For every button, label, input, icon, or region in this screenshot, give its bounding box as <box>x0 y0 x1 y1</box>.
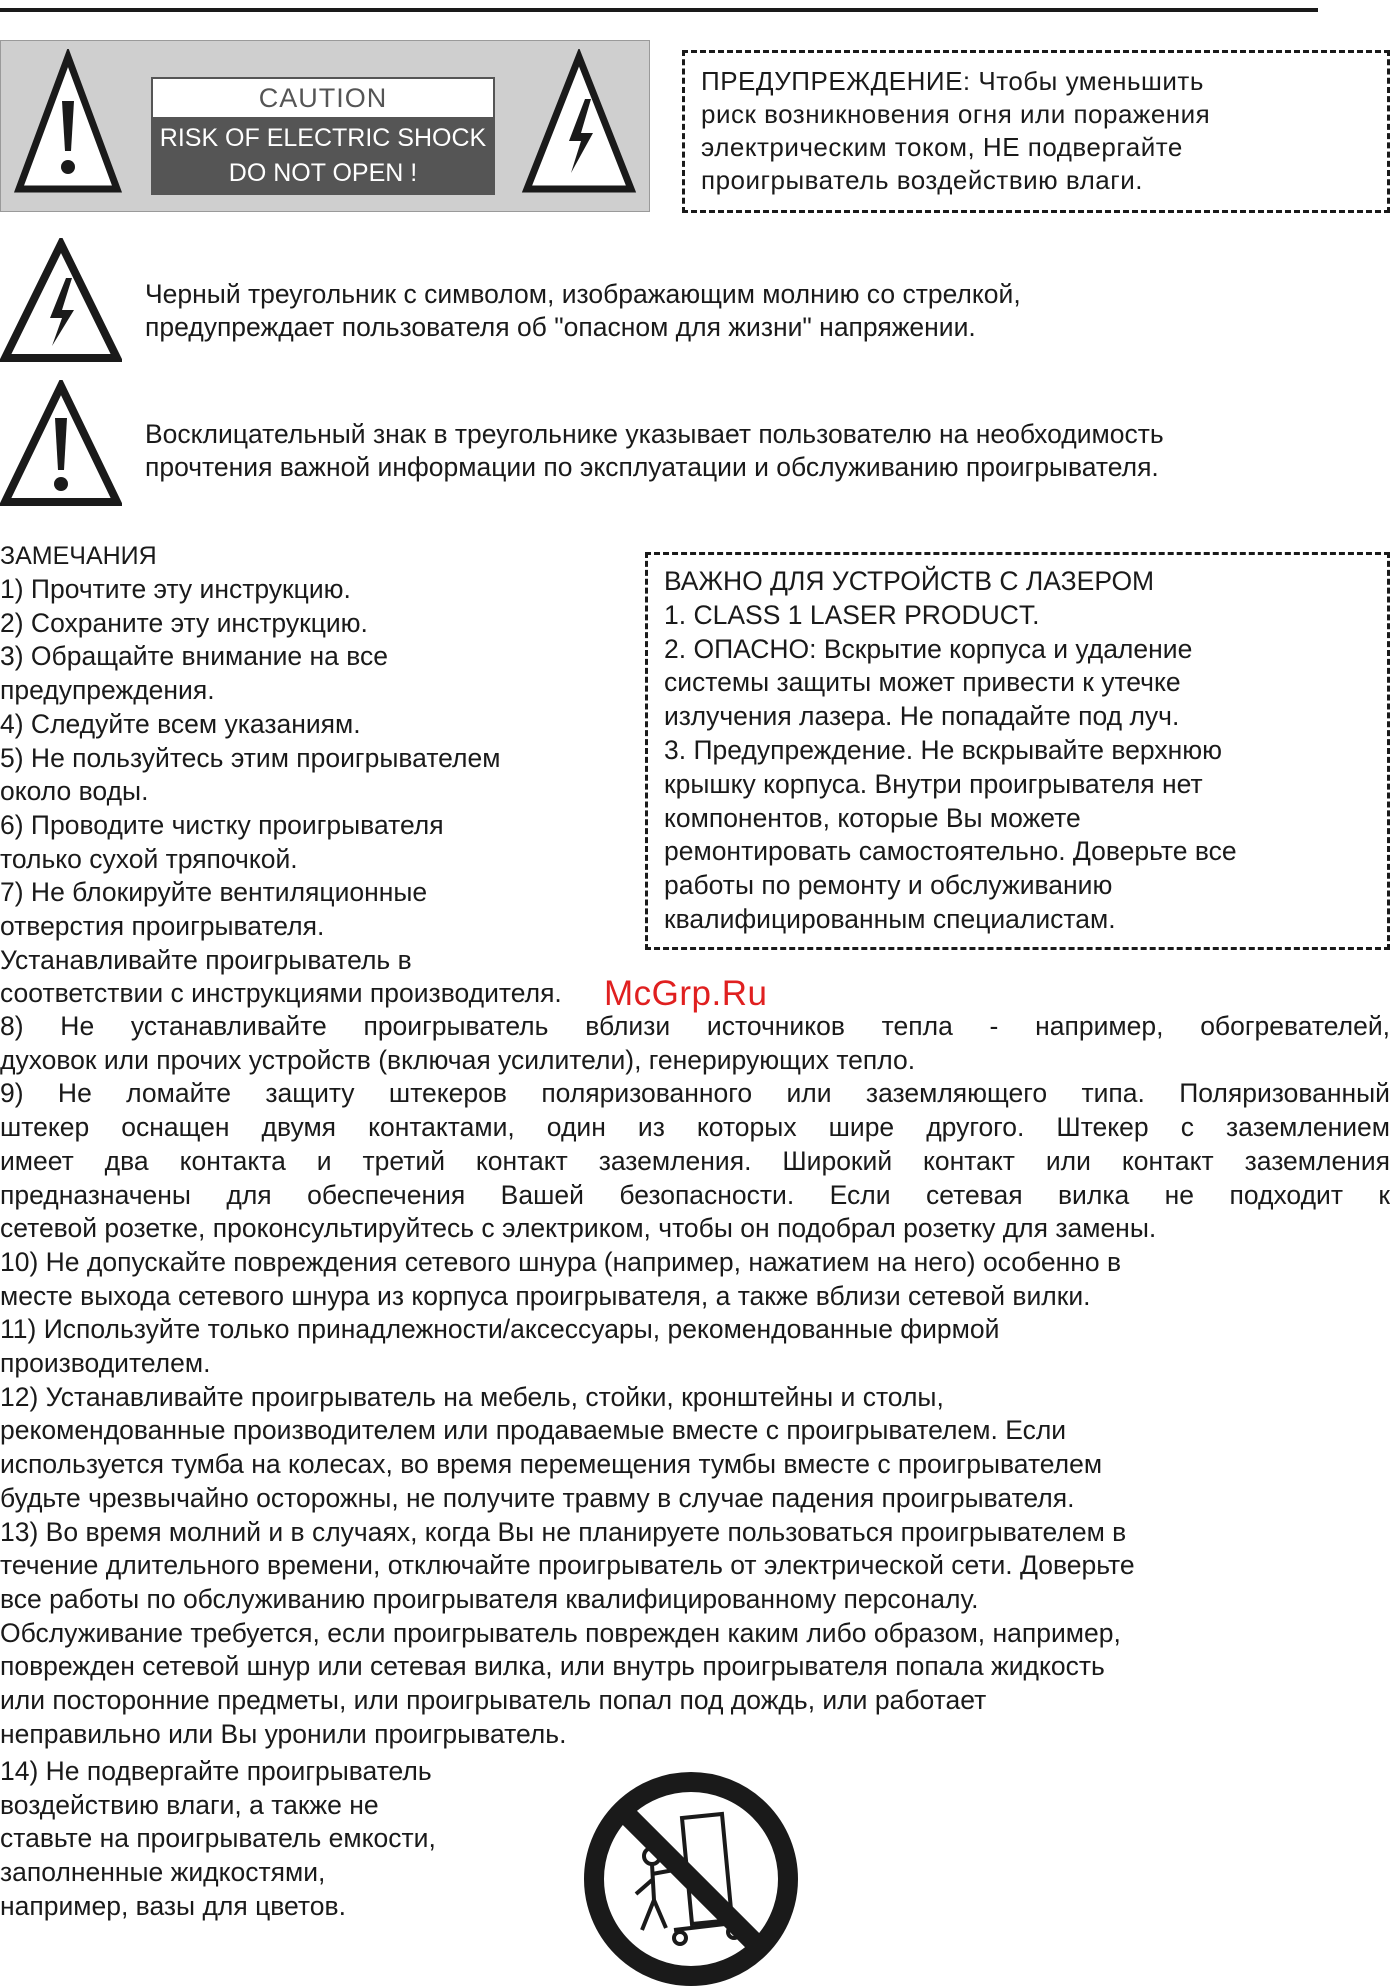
laser-line: работы по ремонту и обслуживанию <box>664 870 1113 901</box>
exclamation-text-line: Восклицательный знак в треугольнике указывает пользователю на необходимость <box>145 419 1164 449</box>
note-line: 6) Проводите чистку проигрывателя <box>0 809 444 840</box>
lightning-text-line: Черный треугольник с символом, изображающим молнию со стрелкой, <box>145 279 1021 309</box>
note-line: рекомендованные производителем или продаваемые вместе с проигрывателем. Если <box>0 1415 1067 1446</box>
caution-label <box>151 77 495 195</box>
note-line: или посторонние предметы, или проигрыватель попал под дождь, или работает <box>0 1685 987 1716</box>
note-line: месте выхода сетевого шнура из корпуса проигрывателя, а также вблизи сетевой вилки. <box>0 1280 1091 1311</box>
note-line: предназначены для обеспечения Вашей безопасности. Если сетевая вилка не подходит к <box>0 1179 1390 1210</box>
note-line: около воды. <box>0 776 149 807</box>
note-line: 3) Обращайте внимание на все <box>0 641 388 672</box>
laser-line: системы защиты может привести к утечке <box>664 667 1181 698</box>
laser-line: 3. Предупреждение. Не вскрывайте верхнюю <box>664 734 1222 765</box>
note-line: имеет два контакта и третий контакт заземления. Широкий контакт или контакт заземления <box>0 1145 1390 1176</box>
lightning-symbol-row <box>0 238 1390 368</box>
exclamation-text <box>145 418 1164 484</box>
exclamation-symbol-row <box>0 380 1390 510</box>
laser-line: 1. CLASS 1 LASER PRODUCT. <box>664 599 1040 630</box>
exclamation-triangle-icon <box>13 49 123 199</box>
note-line: неправильно или Вы уронили проигрыватель. <box>0 1718 567 1749</box>
note-line: 5) Не пользуйтесь этим проигрывателем <box>0 742 501 773</box>
warning-line: ПРЕДУПРЕЖДЕНИЕ: Чтобы уменьшить <box>701 66 1204 96</box>
note-line: 12) Устанавливайте проигрыватель на мебель, стойки, кронштейны и столы, <box>0 1381 944 1412</box>
note-line: воздействию влаги, а также не <box>0 1789 379 1820</box>
warning-line: риск возникновения огня или поражения <box>701 99 1211 129</box>
warning-box <box>682 50 1390 213</box>
lightning-text <box>145 278 1021 344</box>
note-line: соответствии с инструкциями производителя. <box>0 978 562 1009</box>
lightning-triangle-icon <box>0 238 122 364</box>
top-rule <box>0 8 1318 12</box>
laser-line: крышку корпуса. Внутри проигрывателя нет <box>664 768 1203 799</box>
note-line: 11) Используйте только принадлежности/аксессуары, рекомендованные фирмой <box>0 1314 1000 1345</box>
laser-heading: ВАЖНО ДЛЯ УСТРОЙСТВ С ЛАЗЕРОМ <box>664 566 1155 596</box>
note-line: производителем. <box>0 1348 211 1379</box>
note-line: духовок или прочих устройств (включая усилители), генерирующих тепло. <box>0 1044 916 1075</box>
laser-line: компонентов, которые Вы можете <box>664 802 1081 833</box>
note-line: Обслуживание требуется, если проигрыватель поврежден каким либо образом, например, <box>0 1617 1121 1648</box>
notes-bottom <box>0 1755 436 1924</box>
notes-left-column <box>0 573 640 1011</box>
caution-title: CAUTION <box>153 79 493 117</box>
no-cart-tipover-icon <box>582 1770 800 1988</box>
note-line: 1) Прочтите эту инструкцию. <box>0 574 351 604</box>
note-line: 8) Не устанавливайте проигрыватель вблизи источников тепла - например, обогревателей, <box>0 1011 1390 1041</box>
notes-full-width <box>0 1010 1390 1751</box>
note-line: только сухой тряпочкой. <box>0 843 298 874</box>
note-line: поврежден сетевой шнур или сетевая вилка, или внутрь проигрывателя попала жидкость <box>0 1651 1105 1682</box>
exclamation-text-line: прочтения важной информации по эксплуатации и обслуживанию проигрывателя. <box>145 452 1159 482</box>
note-line: сетевой розетке, проконсультируйтесь с электриком, чтобы он подобрал розетку для замены. <box>0 1213 1157 1244</box>
note-line: 9) Не ломайте защиту штекеров поляризованного или заземляющего типа. Поляризованный <box>0 1078 1390 1109</box>
lightning-triangle-icon <box>519 49 639 199</box>
note-line: используется тумба на колесах, во время перемещения тумбы вместе с проигрывателем <box>0 1449 1103 1480</box>
note-line: Устанавливайте проигрыватель в <box>0 944 412 975</box>
notes-heading: ЗАМЕЧАНИЯ <box>0 542 157 570</box>
note-line: 7) Не блокируйте вентиляционные <box>0 877 428 908</box>
laser-line: квалифицированным специалистам. <box>664 903 1116 934</box>
note-line: отверстия проигрывателя. <box>0 911 325 942</box>
caution-line-2: DO NOT OPEN ! <box>228 159 418 187</box>
note-line: течение длительного времени, отключайте проигрыватель от электрической сети. Доверьте <box>0 1550 1135 1581</box>
note-line: штекер оснащен двумя контактами, один из которых шире другого. Штекер с заземлением <box>0 1112 1390 1143</box>
note-line: 13) Во время молний и в случаях, когда Вы не планируете пользоваться проигрывателем в <box>0 1516 1127 1547</box>
note-line: 14) Не подвергайте проигрыватель <box>0 1756 432 1786</box>
warning-line: проигрыватель воздействию влаги. <box>701 165 1143 195</box>
laser-line: излучения лазера. Не попадайте под луч. <box>664 701 1180 732</box>
caution-banner <box>0 40 650 212</box>
laser-line: 2. ОПАСНО: Вскрытие корпуса и удаление <box>664 633 1193 664</box>
note-line: 4) Следуйте всем указаниям. <box>0 708 361 739</box>
laser-warning-box <box>645 552 1390 950</box>
note-line: 10) Не допускайте повреждения сетевого шнура (например, нажатием на него) особенно в <box>0 1246 1122 1277</box>
note-line: все работы по обслуживанию проигрывателя квалифицированному персоналу. <box>0 1583 979 1614</box>
caution-line-1: RISK OF ELECTRIC SHOCK <box>159 124 487 152</box>
laser-line: ремонтировать самостоятельно. Доверьте все <box>664 836 1237 867</box>
note-line: будьте чрезвычайно осторожны, не получите травму в случае падения проигрывателя. <box>0 1482 1075 1513</box>
lightning-text-line: предупреждает пользователя об "опасном для жизни" напряжении. <box>145 312 976 342</box>
watermark: McGrp.Ru <box>604 974 768 1013</box>
note-line: 2) Сохраните эту инструкцию. <box>0 607 368 638</box>
note-line: предупреждения. <box>0 675 215 706</box>
exclamation-triangle-icon <box>0 380 122 508</box>
note-line: ставьте на проигрыватель емкости, <box>0 1823 436 1854</box>
note-line: например, вазы для цветов. <box>0 1890 346 1921</box>
warning-line: электрическим током, НЕ подвергайте <box>701 132 1183 162</box>
note-line: заполненные жидкостями, <box>0 1857 326 1888</box>
